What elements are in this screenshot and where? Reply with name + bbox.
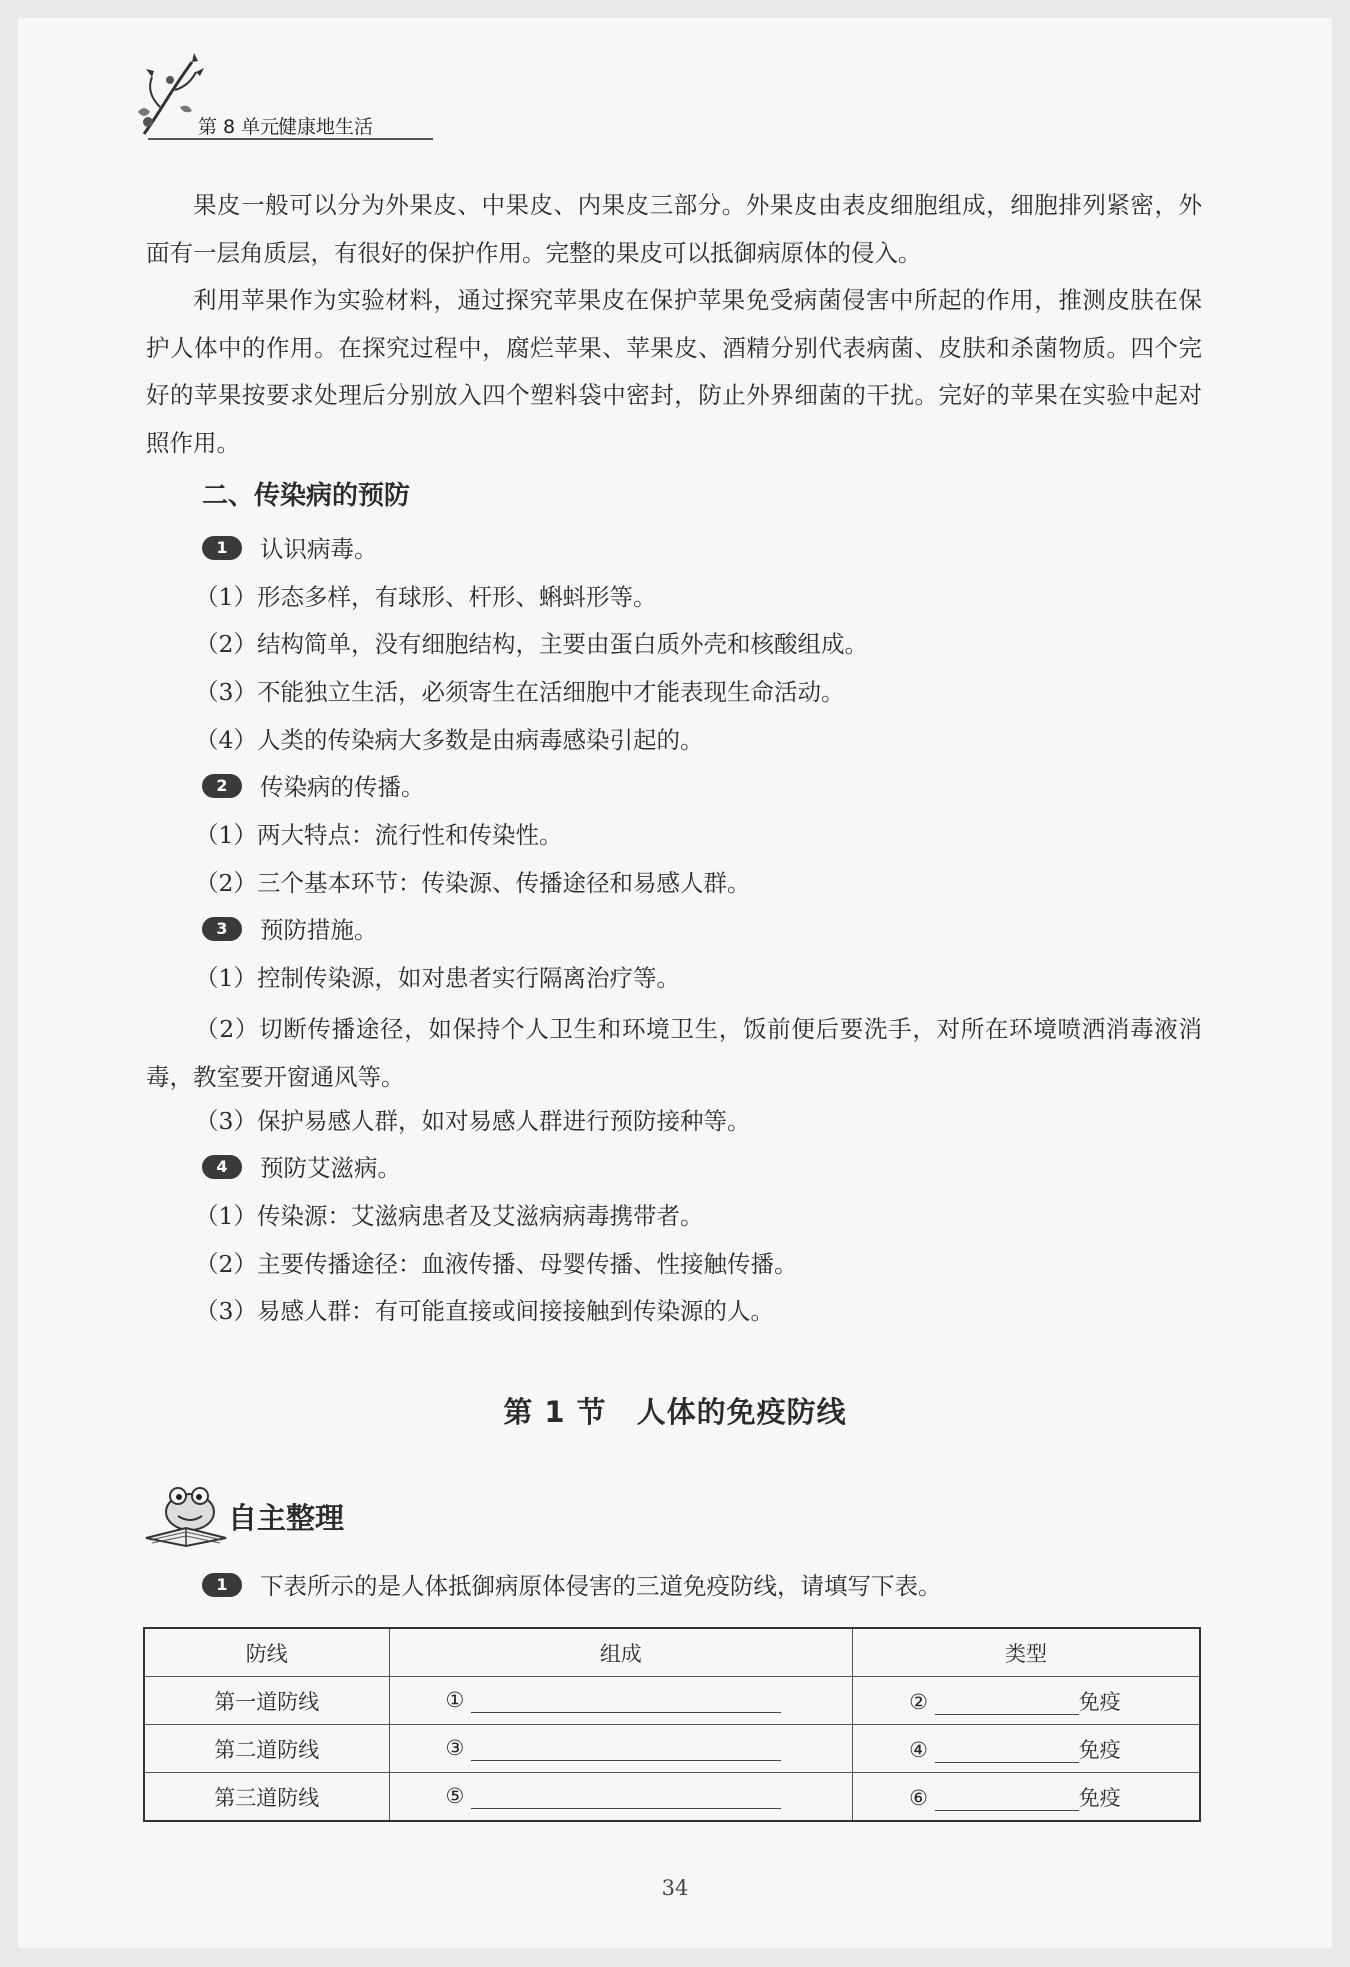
paragraph-peel: 果皮一般可以分为外果皮、中果皮、内果皮三部分。外果皮由表皮细胞组成，细胞排列紧密，外面有一层角质层，有很好的保护作用。完整的果皮可以抵御病原体的侵入。 (146, 191, 1202, 267)
topic-2 (202, 768, 425, 802)
topic-title: 预防艾滋病。 (260, 1154, 401, 1182)
fill-in-blank[interactable] (471, 1738, 781, 1761)
list-item: （2）三个基本环节：传染源、传播途径和易感人群。 (195, 869, 751, 897)
fill-in-blank[interactable] (471, 1690, 781, 1713)
fill-in-blank[interactable] (935, 1788, 1079, 1811)
table-header-row (144, 1628, 1200, 1677)
paragraph-experiment: 利用苹果作为实验材料，通过探究苹果皮在保护苹果免受病菌侵害中所起的作用，推测皮肤在保护人体中的作用。在探究过程中，腐烂苹果、苹果皮、酒精分别代表病菌、皮肤和杀菌物质。四个完好的苹果按要求处理后分别放入四个塑料袋中密封，防止外界细菌的干扰。完好的苹果在实验中起对照作用。 (146, 286, 1202, 457)
list-item: （3）保护易感人群，如对易感人群进行预防接种等。 (195, 1107, 751, 1135)
table-header: 组成 (389, 1628, 853, 1677)
composition-cell (389, 1773, 853, 1822)
list-item: （3）易感人群：有可能直接或间接接触到传染源的人。 (195, 1297, 774, 1325)
topic-1 (202, 530, 378, 564)
list-item: （1）两大特点：流行性和传染性。 (195, 821, 563, 849)
blank-marker: ④ (909, 1737, 928, 1762)
question-text: 下表所示的是人体抵御病原体侵害的三道免疫防线，请填写下表。 (260, 1572, 942, 1600)
defense-name: 第一道防线 (144, 1677, 389, 1725)
blank-marker: ⑥ (909, 1785, 928, 1810)
type-cell (853, 1773, 1200, 1822)
blank-marker: ⑤ (445, 1784, 465, 1808)
table-header: 类型 (853, 1628, 1200, 1677)
list-item: （2）切断传播途径，如保持个人卫生和环境卫生，饭前便后要洗手，对所在环境喷洒消毒液消毒，教室要开窗通风等。 (146, 1015, 1202, 1091)
question-1 (202, 1567, 942, 1601)
defense-table (143, 1627, 1201, 1822)
composition-cell (389, 1677, 853, 1725)
number-badge: 4 (202, 1155, 242, 1179)
table-header: 防线 (144, 1628, 389, 1677)
number-badge: 2 (202, 774, 242, 798)
immunity-suffix: 免疫 (1078, 1737, 1121, 1762)
topic-4 (202, 1149, 401, 1183)
number-badge: 1 (202, 536, 242, 560)
topic-title: 认识病毒。 (260, 535, 378, 563)
number-badge: 1 (202, 1573, 242, 1597)
defense-name: 第二道防线 (144, 1725, 389, 1773)
fill-in-blank[interactable] (935, 1692, 1079, 1715)
table-row (144, 1677, 1200, 1725)
header-unit: 第 8 单元 (198, 116, 280, 138)
table-row (144, 1773, 1200, 1822)
type-cell (853, 1677, 1200, 1725)
blank-marker: ② (909, 1689, 928, 1714)
list-item: （2）结构简单，没有细胞结构，主要由蛋白质外壳和核酸组成。 (195, 630, 868, 658)
blank-marker: ③ (445, 1736, 465, 1760)
page-number: 34 (661, 1876, 689, 1900)
list-item: （1）传染源：艾滋病患者及艾滋病病毒携带者。 (195, 1202, 704, 1230)
frog-reading-mascot-icon (142, 1482, 228, 1550)
fill-in-blank[interactable] (471, 1786, 781, 1809)
blank-marker: ① (445, 1688, 465, 1712)
immunity-suffix: 免疫 (1078, 1689, 1121, 1714)
topic-title: 预防措施。 (260, 916, 378, 944)
list-item: （3）不能独立生活，必须寄生在活细胞中才能表现生命活动。 (195, 678, 845, 706)
section-heading: 二、传染病的预防 (202, 481, 411, 511)
topic-3 (202, 911, 378, 945)
header-title: 健康地生活 (278, 116, 374, 138)
section-title: 第 1 节 人体的免疫防线 (503, 1395, 847, 1429)
list-item: （1）形态多样，有球形、杆形、蝌蚪形等。 (195, 583, 657, 611)
number-badge: 3 (202, 917, 242, 941)
list-item: （4）人类的传染病大多数是由病毒感染引起的。 (195, 726, 704, 754)
topic-title: 传染病的传播。 (260, 773, 425, 801)
composition-cell (389, 1725, 853, 1773)
list-item: （2）主要传播途径：血液传播、母婴传播、性接触传播。 (195, 1250, 798, 1278)
table-row (144, 1725, 1200, 1773)
defense-name: 第三道防线 (144, 1773, 389, 1822)
header-divider (148, 138, 433, 140)
type-cell (853, 1725, 1200, 1773)
list-item: （1）控制传染源，如对患者实行隔离治疗等。 (195, 964, 680, 992)
fill-in-blank[interactable] (935, 1740, 1079, 1763)
self-study-heading: 自主整理 (228, 1501, 345, 1535)
immunity-suffix: 免疫 (1078, 1785, 1121, 1810)
